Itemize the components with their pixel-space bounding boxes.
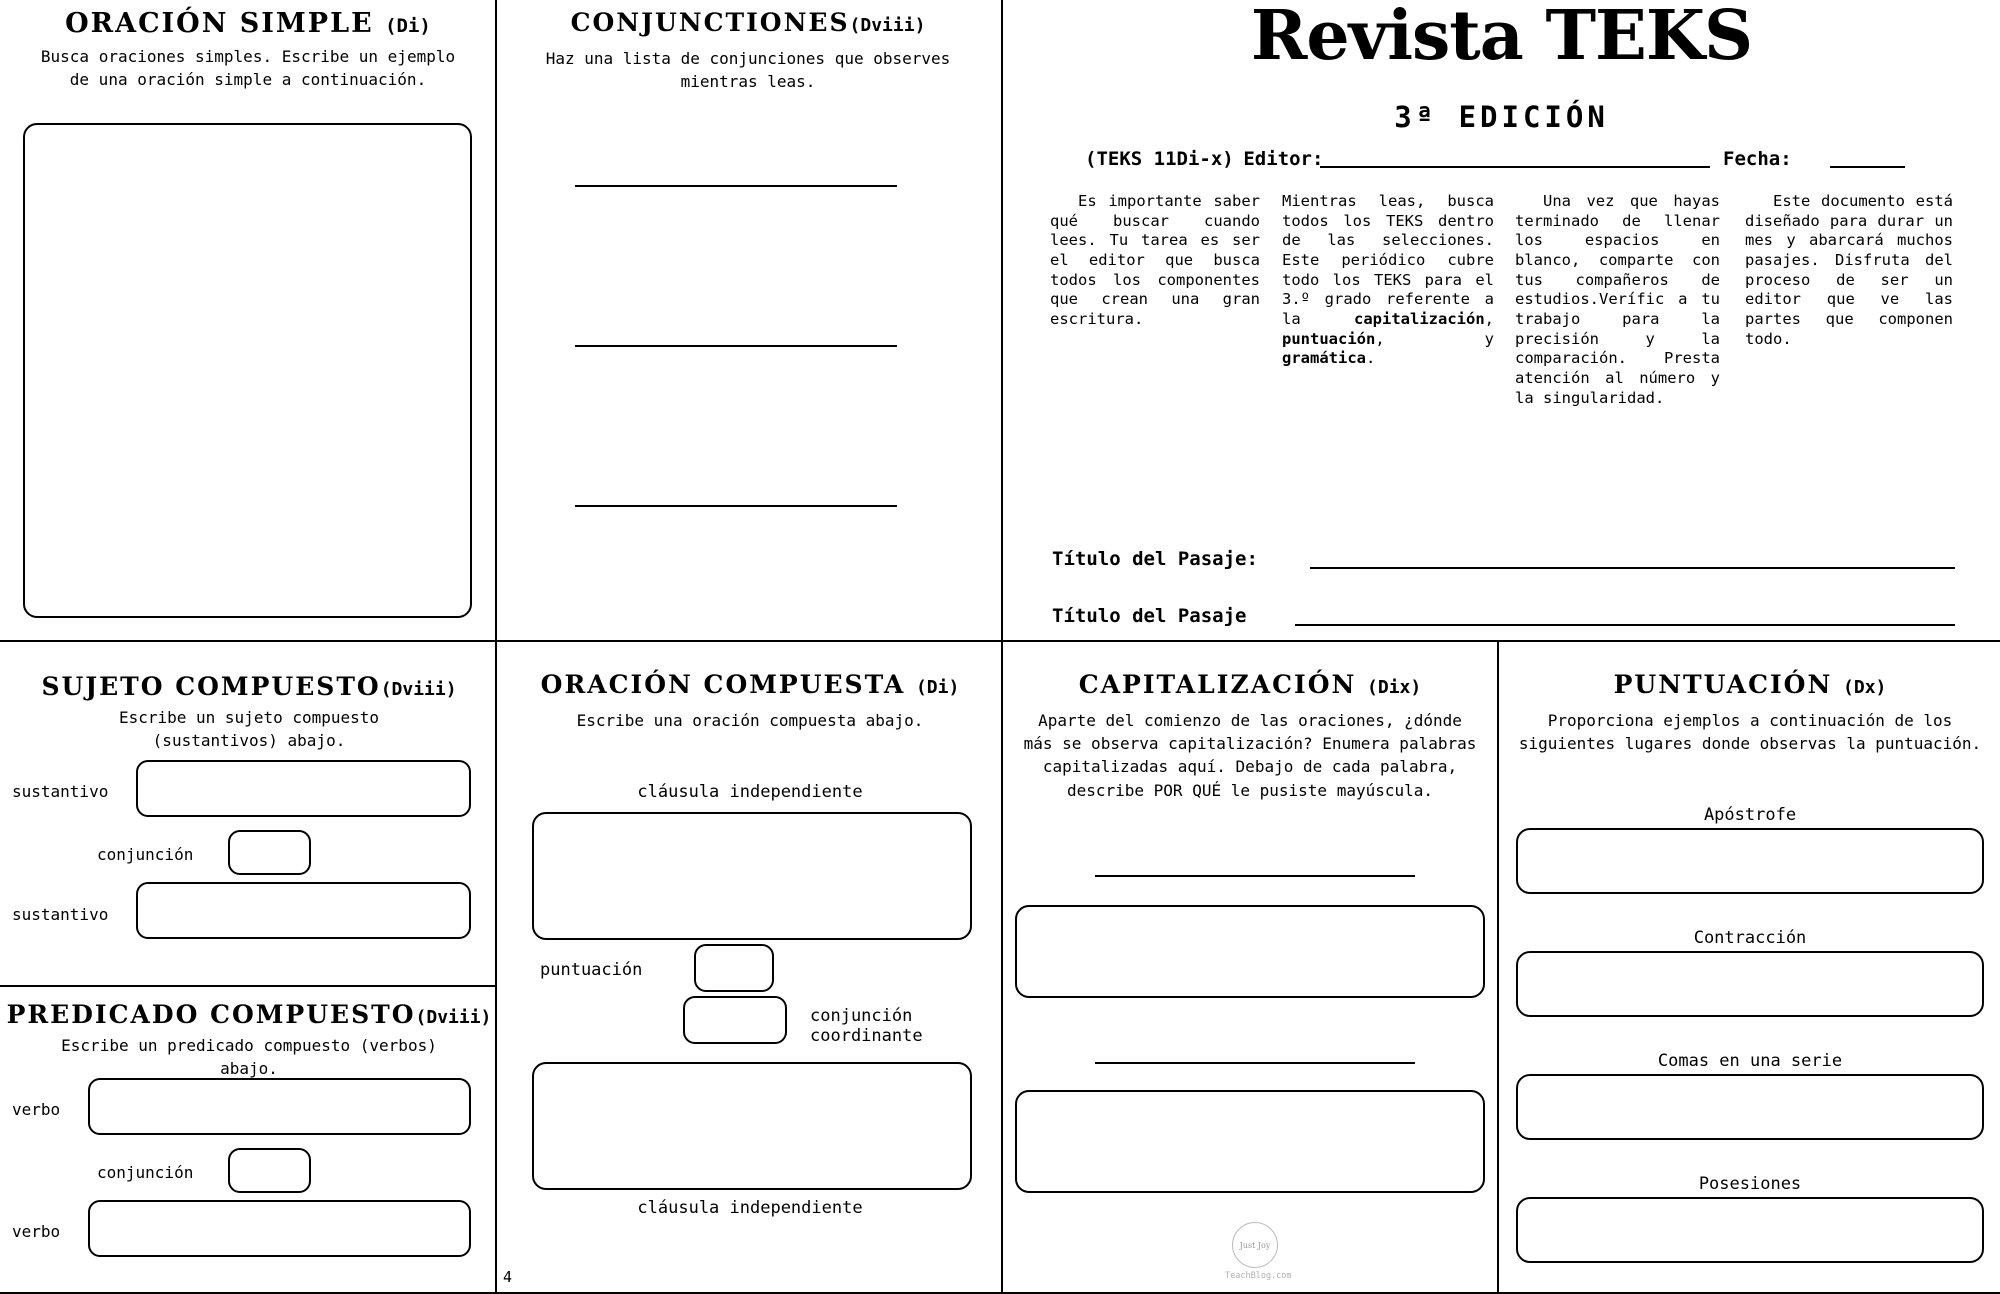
oracion-compuesta-punctuation-box[interactable] bbox=[694, 944, 774, 992]
horizontal-rule-top bbox=[0, 640, 2000, 642]
oracion-compuesta-label-bottom: cláusula independiente bbox=[637, 1198, 863, 1218]
puntuacion-desc: Proporciona ejemplos a continuación de los siguientes lugares donde observas la puntuación. bbox=[1518, 711, 1982, 754]
masthead-column-2: Mientras leas, busca todos los TEKS dentro de las selecciones. Este periódico cubre todo los TEKS para el 3.º grado referente a la capitalización, puntuación, y gramática. bbox=[1282, 192, 1494, 368]
masthead-editor-label: Editor: bbox=[1243, 148, 1324, 170]
oracion-simple-desc: Busca oraciones simples. Escribe un ejemplo de una oración simple a continuación. bbox=[40, 47, 456, 90]
predicado-label-verbo-2: verbo bbox=[12, 1222, 61, 1241]
puntuacion-box-contraccion[interactable] bbox=[1516, 951, 1984, 1017]
puntuacion-code: (Dx) bbox=[1843, 677, 1887, 698]
sujeto-noun-box-1[interactable] bbox=[136, 760, 471, 817]
masthead-term-capitalizacion: capitalización bbox=[1354, 310, 1485, 329]
capitalizacion-word-line-1[interactable] bbox=[1095, 875, 1415, 877]
puntuacion-item-label-contraccion: Contracción bbox=[1693, 928, 1807, 948]
oracion-compuesta-label-top: cláusula independiente bbox=[637, 782, 863, 802]
conjunciones-line-3[interactable] bbox=[575, 505, 897, 507]
titulo-pasaje-line-2[interactable] bbox=[1295, 624, 1955, 626]
oracion-compuesta-clause-box-top[interactable] bbox=[532, 812, 972, 940]
masthead-fecha-label: Fecha: bbox=[1723, 148, 1792, 170]
predicado-compuesto-title: PREDICADO COMPUESTO bbox=[6, 1000, 416, 1029]
vertical-rule-2 bbox=[1001, 0, 1003, 1294]
masthead-column-4: Este documento está diseñado para durar un mes y abarcará muchos pasajes. Disfruta del proceso de ser un editor que ve las partes que componen todo. bbox=[1745, 192, 1953, 348]
conjunciones-line-2[interactable] bbox=[575, 345, 897, 347]
sujeto-compuesto-title: SUJETO COMPUESTO bbox=[41, 672, 381, 701]
sujeto-compuesto-desc: Escribe un sujeto compuesto (sustantivos) abajo. bbox=[118, 708, 380, 751]
page-number: 4 bbox=[503, 1268, 513, 1286]
logo-caption: TeachBlog.com bbox=[1225, 1271, 1292, 1281]
oracion-compuesta-conjunction-box[interactable] bbox=[683, 996, 787, 1044]
oracion-compuesta-label-puntuacion: puntuación bbox=[540, 960, 643, 980]
puntuacion-title: PUNTUACIÓN bbox=[1613, 670, 1833, 699]
capitalizacion-title: CAPITALIZACIÓN bbox=[1078, 670, 1357, 699]
capitalizacion-desc: Aparte del comienzo de las oraciones, ¿dónde más se observa capitalización? Enumera palabras capitalizadas aquí. Debajo de cada palabra, describe POR QUÉ le pusiste mayúscula. bbox=[1023, 711, 1477, 800]
masthead-conjunction-y: y bbox=[1484, 329, 1494, 348]
puntuacion-box-apostrofe[interactable] bbox=[1516, 828, 1984, 894]
conjunciones-code: (Dviii) bbox=[849, 15, 926, 36]
editor-name-line[interactable] bbox=[1320, 166, 1710, 168]
section-oracion-compuesta bbox=[505, 670, 995, 732]
sujeto-compuesto-code: (Dviii) bbox=[380, 679, 457, 700]
fecha-line[interactable] bbox=[1830, 166, 1905, 168]
masthead-title: Revista TEKS bbox=[1250, 0, 1753, 76]
predicado-label-conjuncion: conjunción bbox=[97, 1163, 194, 1182]
puntuacion-item-label-comas: Comas en una serie bbox=[1657, 1051, 1843, 1071]
conjunciones-title: CONJUNCTIONES bbox=[570, 8, 850, 37]
masthead-column-3: Una vez que hayas terminado de llenar los espacios en blanco, comparte con tus compañeros de estudios.Verífic a tu trabajo para la precisión y la comparación. Presta atención al número y la singularidad. bbox=[1515, 192, 1720, 407]
predicado-verb-box-2[interactable] bbox=[88, 1200, 471, 1257]
masthead-comma-2: , bbox=[1375, 329, 1485, 348]
predicado-verb-box-1[interactable] bbox=[88, 1078, 471, 1135]
puntuacion-item-label-posesiones: Posesiones bbox=[1698, 1174, 1802, 1194]
sujeto-label-conjuncion: conjunción bbox=[97, 845, 194, 864]
section-conjunciones bbox=[505, 8, 991, 93]
logo-mark-text: Just Joy bbox=[1239, 1240, 1271, 1250]
puntuacion-box-comas[interactable] bbox=[1516, 1074, 1984, 1140]
oracion-compuesta-label-conj-1: conjunción bbox=[810, 1006, 913, 1026]
oracion-simple-title: ORACIÓN SIMPLE bbox=[65, 8, 374, 39]
capitalizacion-reason-box-1[interactable] bbox=[1015, 905, 1485, 998]
masthead-column-1: Es importante saber qué buscar cuando lees. Tu tarea es ser el editor que busca todos los componentes que crean una gran escritura. bbox=[1050, 192, 1260, 329]
predicado-compuesto-desc: Escribe un predicado compuesto (verbos) abajo. bbox=[61, 1036, 437, 1079]
predicado-label-verbo-1: verbo bbox=[12, 1100, 61, 1119]
titulo-pasaje-line-1[interactable] bbox=[1310, 567, 1955, 569]
oracion-compuesta-conjunction-label bbox=[810, 1007, 923, 1046]
footer-logo bbox=[1225, 1222, 1292, 1281]
predicado-compuesto-code: (Dviii) bbox=[415, 1007, 492, 1028]
titulo-pasaje-label-2: Título del Pasaje bbox=[1052, 605, 1247, 627]
section-capitalizacion bbox=[1006, 670, 1494, 802]
oracion-compuesta-code: (Di) bbox=[915, 677, 960, 698]
puntuacion-box-posesiones[interactable] bbox=[1516, 1197, 1984, 1263]
oracion-compuesta-clause-box-bottom[interactable] bbox=[532, 1062, 972, 1190]
section-puntuacion bbox=[1502, 670, 1998, 755]
conjunciones-line-1[interactable] bbox=[575, 185, 897, 187]
masthead-column-2-text: Mientras leas, busca todos los TEKS dentro de las selecciones. Este periódico cubre todo los TEKS para el 3.º grado referente a la bbox=[1282, 192, 1494, 329]
section-sujeto-compuesto bbox=[4, 672, 494, 752]
vertical-rule-1 bbox=[495, 0, 497, 1294]
oracion-simple-answer-box[interactable] bbox=[23, 123, 472, 618]
oracion-compuesta-desc: Escribe una oración compuesta abajo. bbox=[576, 711, 924, 730]
titulo-pasaje-label-1: Título del Pasaje: bbox=[1052, 548, 1258, 570]
masthead-edition: 3ª EDICIÓN bbox=[1394, 100, 1609, 134]
puntuacion-item-label-apostrofe: Apóstrofe bbox=[1703, 805, 1797, 825]
sujeto-noun-box-2[interactable] bbox=[136, 882, 471, 939]
oracion-compuesta-title: ORACIÓN COMPUESTA bbox=[540, 670, 906, 699]
logo-mark-icon bbox=[1232, 1222, 1278, 1268]
masthead-teks-code: (TEKS 11Di-x) bbox=[1085, 148, 1234, 170]
sujeto-label-sustantivo-2: sustantivo bbox=[12, 905, 109, 924]
capitalizacion-reason-box-2[interactable] bbox=[1015, 1090, 1485, 1193]
predicado-conjunction-box[interactable] bbox=[228, 1148, 311, 1193]
horizontal-rule-left-mid bbox=[0, 985, 495, 987]
section-oracion-simple bbox=[6, 8, 490, 91]
capitalizacion-code: (Dix) bbox=[1367, 677, 1422, 698]
masthead-term-puntuacion: puntuación bbox=[1282, 329, 1376, 348]
masthead-comma-1: , bbox=[1484, 310, 1494, 329]
section-predicado-compuesto bbox=[4, 1000, 494, 1080]
masthead-term-gramatica: gramática bbox=[1282, 349, 1366, 368]
sujeto-label-sustantivo-1: sustantivo bbox=[12, 782, 109, 801]
conjunciones-desc: Haz una lista de conjunciones que observes mientras leas. bbox=[545, 49, 951, 92]
oracion-compuesta-label-conj-2: coordinante bbox=[810, 1025, 923, 1046]
vertical-rule-3 bbox=[1497, 640, 1499, 1294]
oracion-simple-code: (Di) bbox=[385, 15, 431, 37]
sujeto-conjunction-box[interactable] bbox=[228, 830, 311, 875]
capitalizacion-word-line-2[interactable] bbox=[1095, 1062, 1415, 1064]
